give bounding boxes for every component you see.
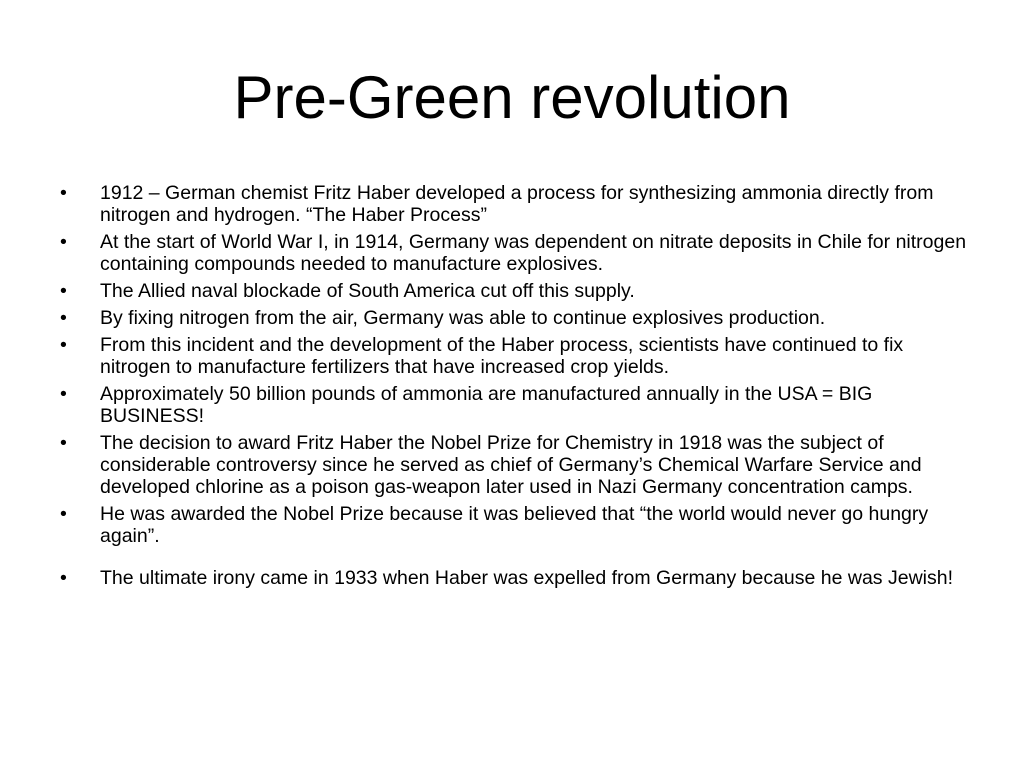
bullet-text: 1912 – German chemist Fritz Haber developed a process for synthesizing ammonia directly from nitrogen and hydrogen. “The Haber Process” xyxy=(100,182,934,226)
bullet-item xyxy=(56,383,968,427)
bullet-item xyxy=(56,334,968,378)
bullet-item xyxy=(56,182,968,226)
bullet-item xyxy=(56,503,968,547)
bullet-text: He was awarded the Nobel Prize because it was believed that “the world would never go hungry again”. xyxy=(100,503,929,547)
bullet-text: The decision to award Fritz Haber the Nobel Prize for Chemistry in 1918 was the subject of considerable controversy since he served as chief of Germany’s Chemical Warfare Service and developed chlorine as a poison gas-weapon later used in Nazi Germany concentration camps. xyxy=(100,432,922,498)
bullet-item xyxy=(56,280,968,302)
bullet-item xyxy=(56,432,968,498)
bullet-marker: • xyxy=(60,383,67,405)
bullet-text: The ultimate irony came in 1933 when Haber was expelled from Germany because he was Jewish! xyxy=(100,567,954,589)
slide-title: Pre-Green revolution xyxy=(233,64,791,131)
bullet-list xyxy=(56,182,968,594)
bullet-marker: • xyxy=(60,307,67,329)
bullet-marker: • xyxy=(60,182,67,204)
bullet-text: At the start of World War I, in 1914, Germany was dependent on nitrate deposits in Chile for nitrogen containing compounds needed to manufacture explosives. xyxy=(100,231,967,275)
bullet-text: The Allied naval blockade of South America cut off this supply. xyxy=(100,280,635,302)
bullet-marker: • xyxy=(60,231,67,253)
bullet-text: From this incident and the development of the Haber process, scientists have continued to fix nitrogen to manufacture fertilizers that have increased crop yields. xyxy=(100,334,904,378)
bullet-marker: • xyxy=(60,567,67,589)
bullet-marker: • xyxy=(60,432,67,454)
bullet-marker: • xyxy=(60,503,67,525)
bullet-item xyxy=(56,231,968,275)
bullet-marker: • xyxy=(60,280,67,302)
bullet-marker: • xyxy=(60,334,67,356)
bullet-text: Approximately 50 billion pounds of ammonia are manufactured annually in the USA = BIG BUSINESS! xyxy=(100,383,873,427)
bullet-item xyxy=(56,567,968,589)
bullet-item xyxy=(56,307,968,329)
bullet-text: By fixing nitrogen from the air, Germany was able to continue explosives production. xyxy=(100,307,826,329)
